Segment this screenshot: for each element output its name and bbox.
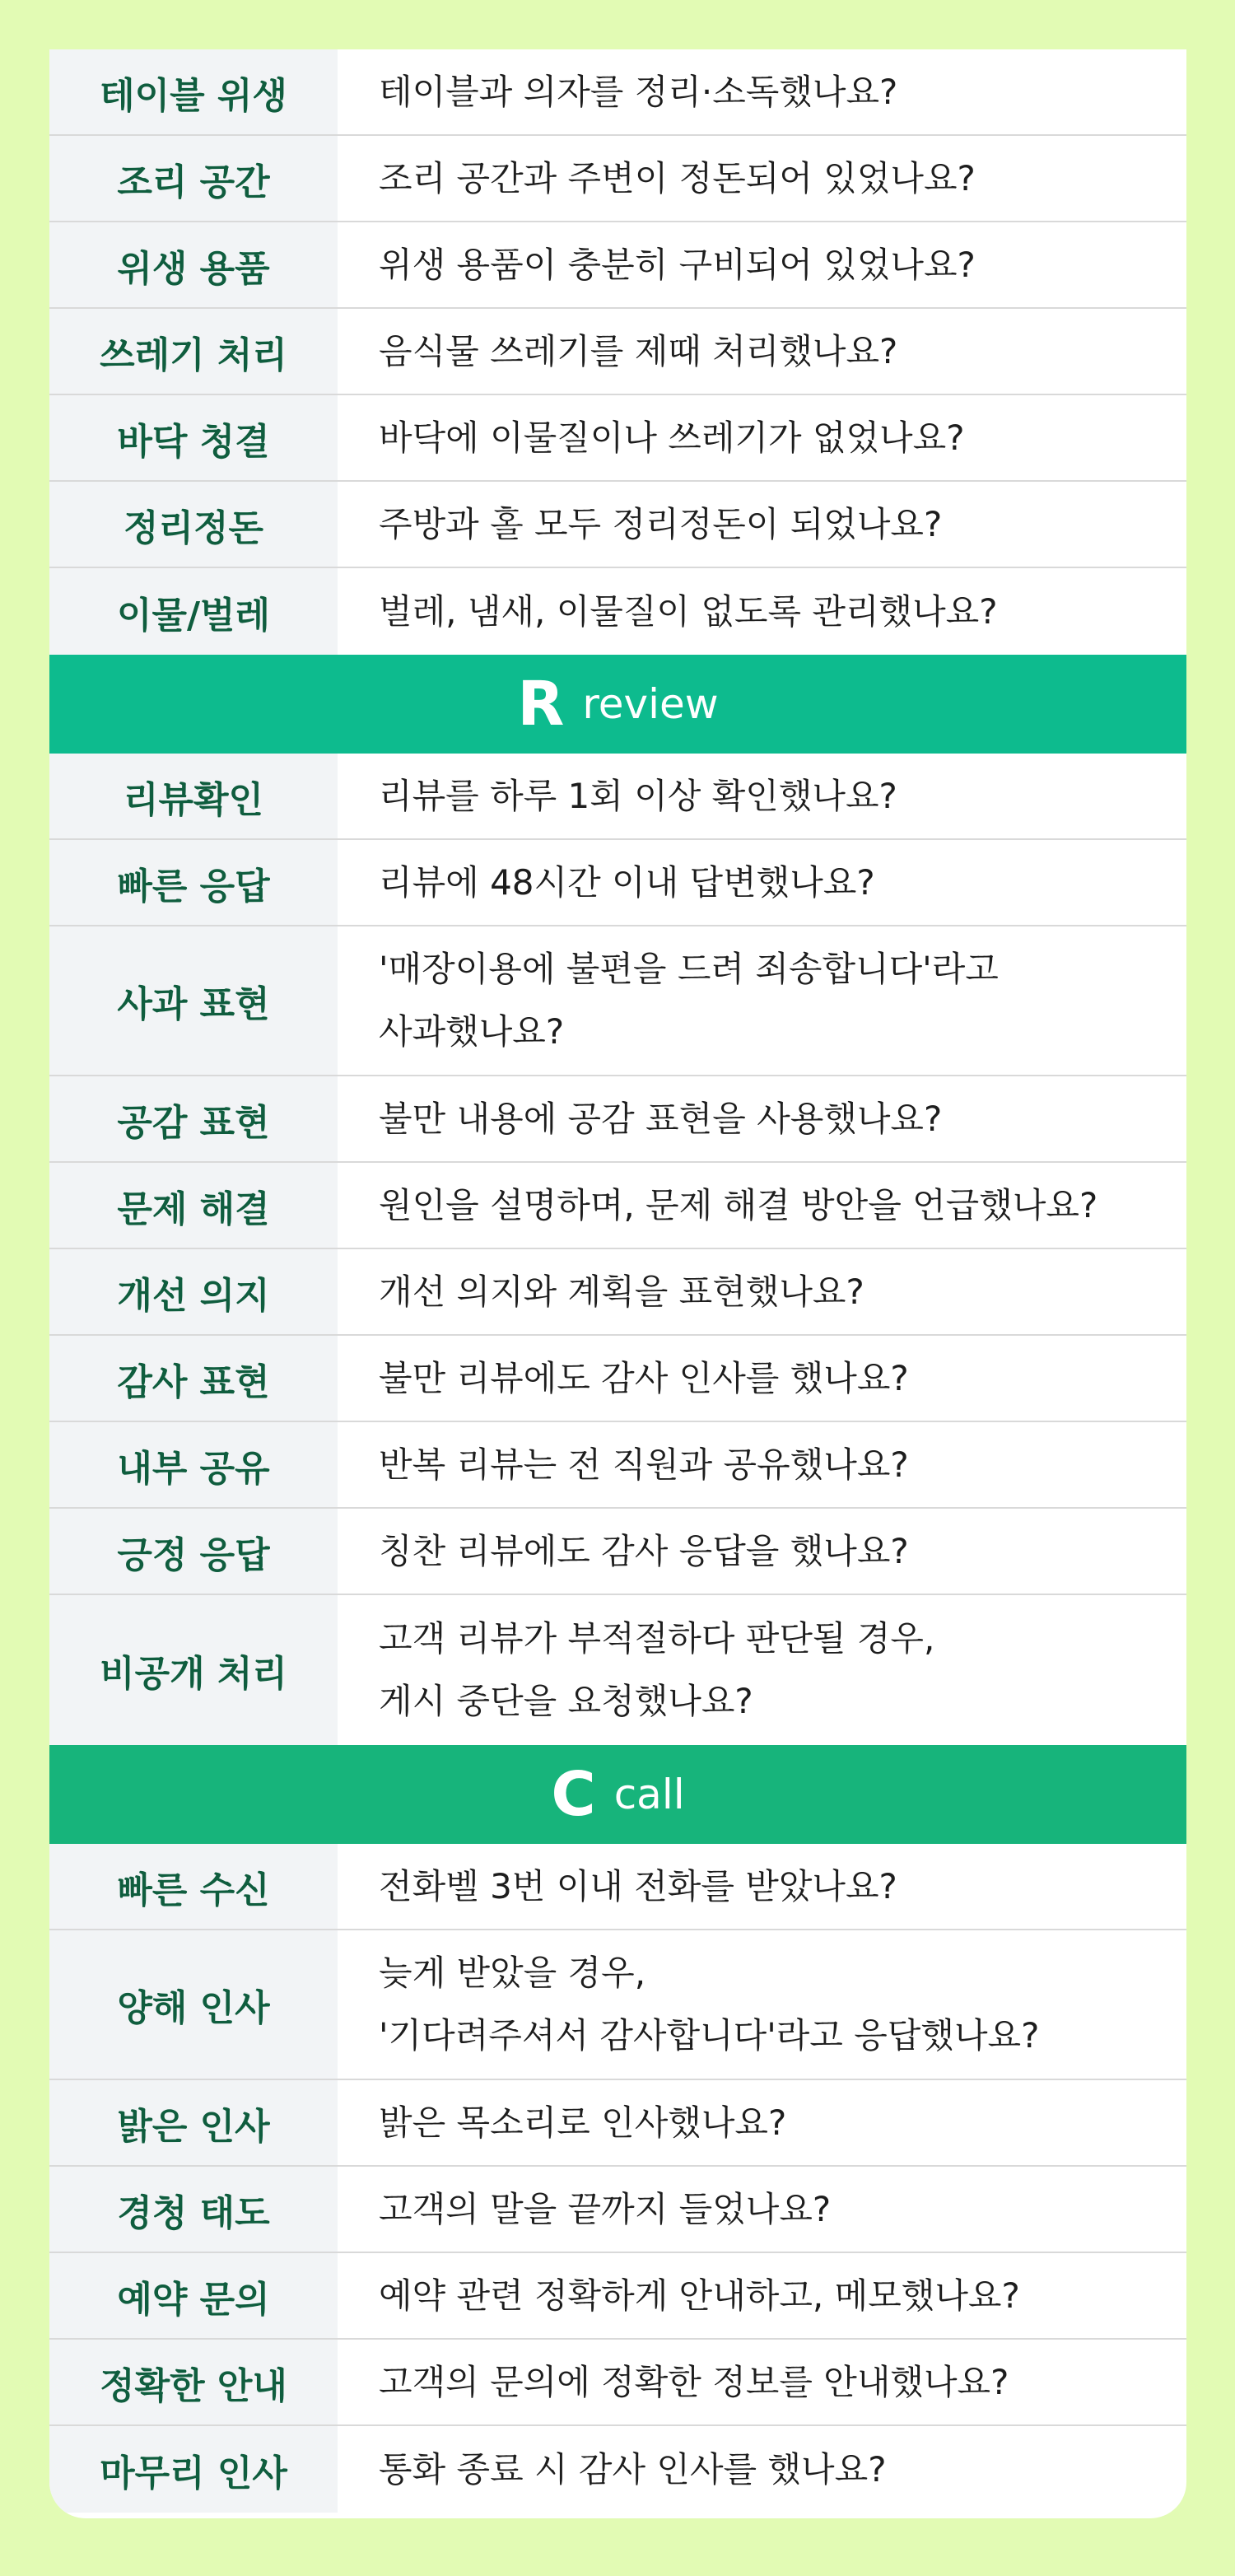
item-label: 공감 표현 — [49, 1076, 338, 1161]
item-label: 빠른 응답 — [49, 840, 338, 925]
checklist-row — [49, 1509, 1186, 1595]
checklist-row — [49, 1336, 1186, 1422]
checklist-row — [49, 1844, 1186, 1930]
checklist-row — [49, 136, 1186, 222]
item-question: 불만 내용에 공감 표현을 사용했나요? — [379, 1098, 943, 1139]
checklist-row — [49, 1595, 1186, 1745]
item-question: 밝은 목소리로 인사했나요? — [379, 2102, 787, 2143]
checklist-card — [49, 49, 1186, 2518]
item-label: 쓰레기 처리 — [49, 309, 338, 394]
item-question: 칭찬 리뷰에도 감사 응답을 했나요? — [379, 1530, 909, 1571]
call-letter: C — [551, 1759, 596, 1830]
item-question: 고객의 문의에 정확한 정보를 안내했나요? — [379, 2361, 1009, 2402]
checklist-row — [49, 2253, 1186, 2340]
item-question: 고객 리뷰가 부적절하다 판단될 경우, 게시 중단을 요청했나요? — [379, 1618, 935, 1721]
checklist-row — [49, 1930, 1186, 2080]
item-label: 밝은 인사 — [49, 2080, 338, 2165]
item-label: 위생 용품 — [49, 222, 338, 307]
item-label: 개선 의지 — [49, 1249, 338, 1334]
item-question: 원인을 설명하며, 문제 해결 방안을 언급했나요? — [379, 1184, 1098, 1225]
call-section-header — [49, 1745, 1186, 1844]
item-question: 조리 공간과 주변이 정돈되어 있었나요? — [379, 157, 976, 198]
item-label: 긍정 응답 — [49, 1509, 338, 1594]
item-question: 위생 용품이 충분히 구비되어 있었나요? — [379, 244, 976, 285]
item-label: 예약 문의 — [49, 2253, 338, 2338]
checklist-row — [49, 1249, 1186, 1336]
checklist-row — [49, 395, 1186, 482]
checklist-row — [49, 840, 1186, 926]
item-question: '매장이용에 불편을 드려 죄송합니다'라고 사과했나요? — [379, 949, 999, 1052]
checklist-row — [49, 222, 1186, 309]
item-label: 내부 공유 — [49, 1422, 338, 1507]
item-question: 바닥에 이물질이나 쓰레기가 없었나요? — [379, 417, 965, 458]
checklist-row — [49, 754, 1186, 840]
item-question: 주방과 홀 모두 정리정돈이 되었나요? — [379, 503, 943, 544]
item-question: 불만 리뷰에도 감사 인사를 했나요? — [379, 1357, 909, 1398]
review-letter: R — [517, 669, 565, 740]
item-question: 음식물 쓰레기를 제때 처리했나요? — [379, 330, 898, 371]
item-label: 이물/벌레 — [49, 568, 338, 655]
item-question: 벌레, 냄새, 이물질이 없도록 관리했나요? — [379, 590, 998, 632]
item-label: 정확한 안내 — [49, 2340, 338, 2424]
checklist-row — [49, 2426, 1186, 2513]
item-label: 마무리 인사 — [49, 2426, 338, 2513]
checklist-row — [49, 2340, 1186, 2426]
item-label: 테이블 위생 — [49, 49, 338, 134]
item-label: 리뷰확인 — [49, 754, 338, 838]
call-title: call — [613, 1771, 685, 1818]
item-label: 문제 해결 — [49, 1163, 338, 1248]
checklist-row — [49, 49, 1186, 136]
item-label: 감사 표현 — [49, 1336, 338, 1421]
item-label: 바닥 청결 — [49, 395, 338, 480]
checklist-row — [49, 1076, 1186, 1163]
checklist-row — [49, 1163, 1186, 1249]
item-label: 정리정돈 — [49, 482, 338, 567]
checklist-row — [49, 926, 1186, 1076]
item-question: 전화벨 3번 이내 전화를 받았나요? — [379, 1865, 897, 1906]
checklist-row — [49, 1422, 1186, 1509]
checklist-row — [49, 568, 1186, 655]
item-label: 사과 표현 — [49, 926, 338, 1075]
checklist-row — [49, 309, 1186, 395]
item-question: 개선 의지와 계획을 표현했나요? — [379, 1271, 864, 1312]
review-title: review — [582, 680, 719, 728]
item-label: 양해 인사 — [49, 1930, 338, 2079]
checklist-row — [49, 2167, 1186, 2253]
item-question: 통화 종료 시 감사 인사를 했나요? — [379, 2448, 887, 2490]
item-question: 리뷰에 48시간 이내 답변했나요? — [379, 861, 875, 903]
item-label: 조리 공간 — [49, 136, 338, 221]
item-question: 늦게 받았을 경우, '기다려주셔서 감사합니다'라고 응답했나요? — [379, 1953, 1040, 2056]
item-label: 비공개 처리 — [49, 1595, 338, 1745]
checklist-row — [49, 2080, 1186, 2167]
item-label: 경청 태도 — [49, 2167, 338, 2252]
item-question: 고객의 말을 끝까지 들었나요? — [379, 2188, 832, 2229]
review-section-header — [49, 655, 1186, 754]
item-question: 리뷰를 하루 1회 이상 확인했나요? — [379, 775, 897, 816]
item-question: 예약 관련 정확하게 안내하고, 메모했나요? — [379, 2275, 1020, 2316]
item-label: 빠른 수신 — [49, 1844, 338, 1929]
checklist-row — [49, 482, 1186, 568]
item-question: 테이블과 의자를 정리·소독했나요? — [379, 71, 898, 112]
item-question: 반복 리뷰는 전 직원과 공유했나요? — [379, 1444, 909, 1485]
